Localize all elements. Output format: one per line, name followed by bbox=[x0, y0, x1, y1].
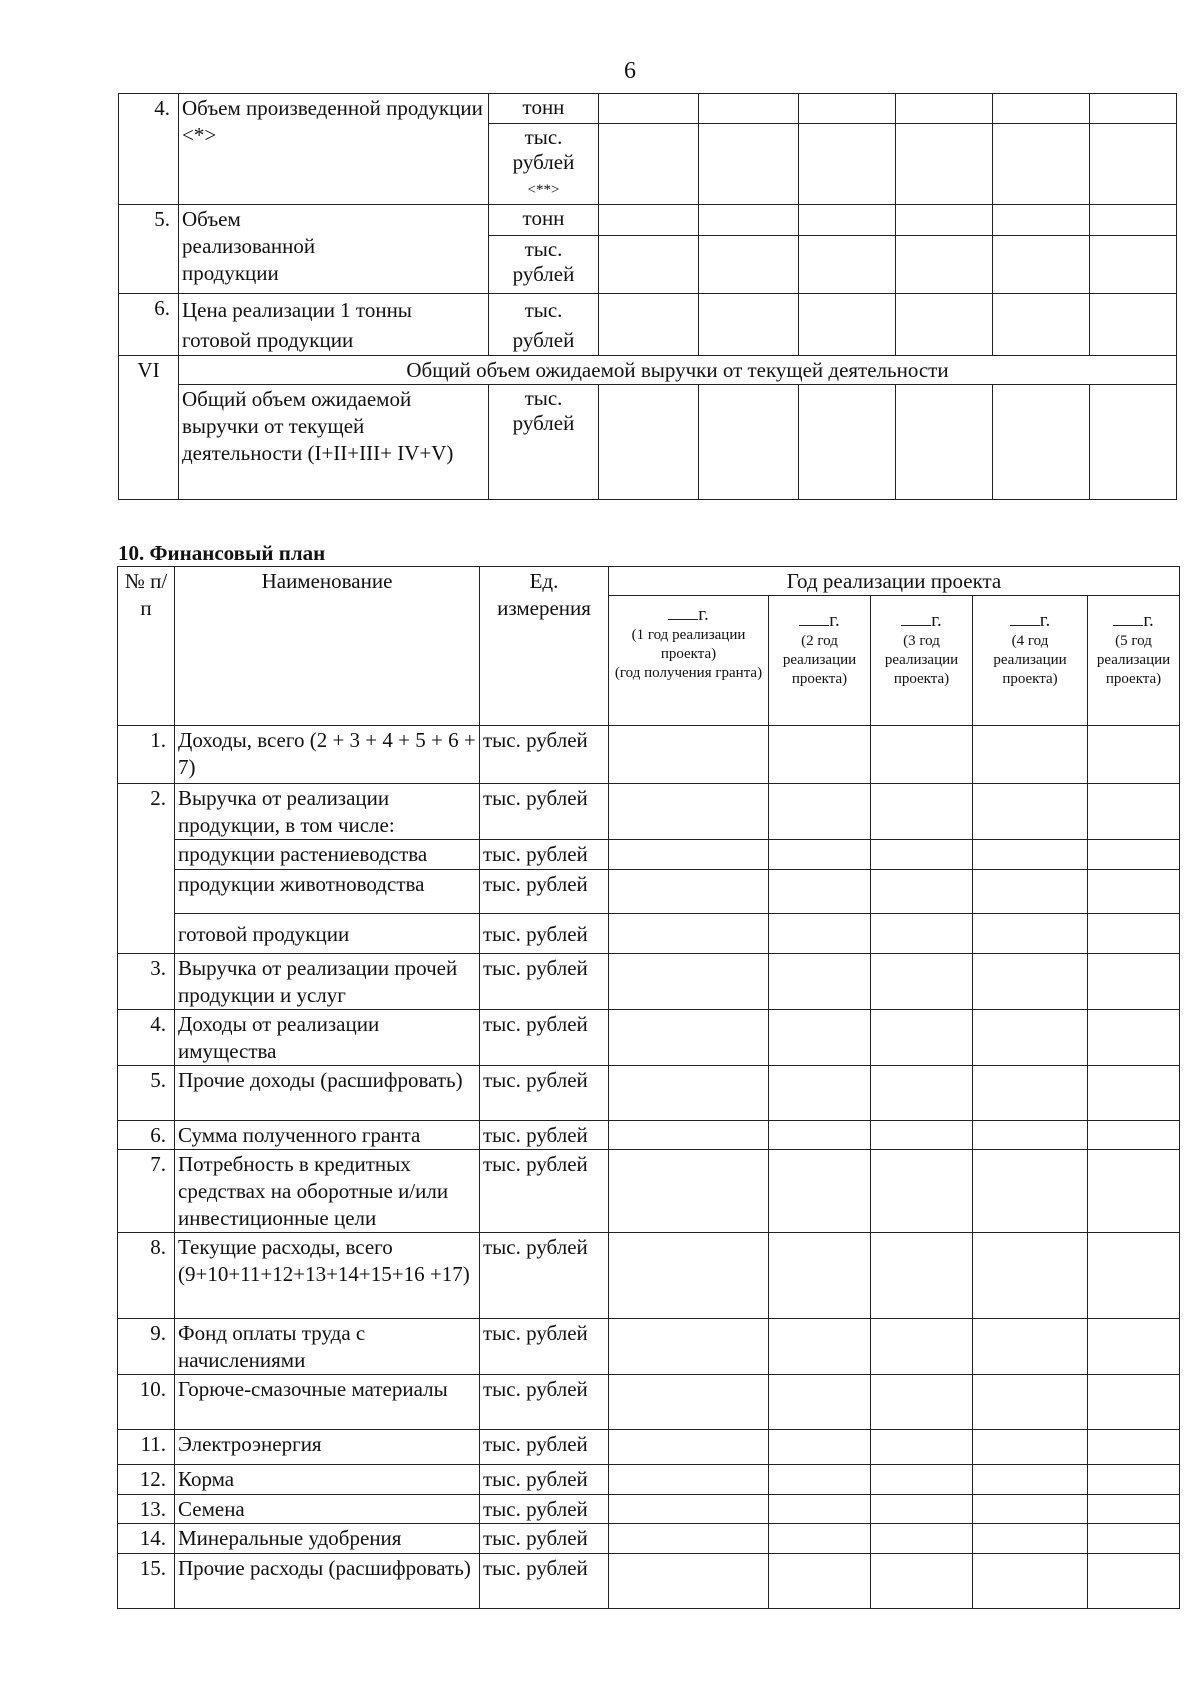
value-cell[interactable] bbox=[1090, 294, 1177, 356]
table-row bbox=[118, 1465, 1180, 1495]
value-cell[interactable] bbox=[599, 124, 699, 205]
value-cell[interactable] bbox=[993, 124, 1090, 205]
value-cell[interactable] bbox=[896, 294, 993, 356]
section-number: VI bbox=[119, 356, 179, 500]
value-cell[interactable] bbox=[599, 385, 699, 500]
unit-cell: тыс. рублей bbox=[480, 1150, 609, 1233]
table-row bbox=[118, 870, 1180, 914]
row-number: 9. bbox=[118, 1319, 175, 1375]
value-cell[interactable] bbox=[599, 294, 699, 356]
table-row bbox=[118, 784, 1180, 840]
value-cell[interactable] bbox=[973, 784, 1088, 840]
table-row bbox=[118, 1121, 1180, 1150]
unit-cell: тыс. рублей bbox=[480, 840, 609, 870]
value-cell[interactable] bbox=[1090, 236, 1177, 294]
year-label: (1 год реализации проекта) bbox=[631, 627, 746, 662]
value-cell[interactable] bbox=[769, 914, 871, 954]
value-cell[interactable] bbox=[871, 870, 973, 914]
section-heading: Общий объем ожидаемой выручки от текущей деятельности bbox=[179, 356, 1177, 385]
value-cell[interactable] bbox=[599, 205, 699, 236]
value-cell[interactable] bbox=[1088, 1465, 1180, 1495]
year-suffix: г. bbox=[829, 610, 840, 631]
value-cell[interactable] bbox=[973, 1495, 1088, 1524]
value-cell[interactable] bbox=[699, 294, 799, 356]
table-row bbox=[118, 840, 1180, 870]
value-cell[interactable] bbox=[609, 954, 769, 1010]
value-cell[interactable] bbox=[799, 205, 896, 236]
year-suffix: г. bbox=[1039, 610, 1051, 631]
value-cell[interactable] bbox=[609, 1465, 769, 1495]
row-number: 14. bbox=[118, 1524, 175, 1554]
value-cell[interactable] bbox=[1088, 1010, 1180, 1066]
unit-cell: тыс. рублей bbox=[480, 1524, 609, 1554]
year-header bbox=[871, 596, 973, 726]
value-cell[interactable] bbox=[973, 1066, 1088, 1121]
year-header bbox=[1088, 596, 1180, 726]
table-row bbox=[118, 1430, 1180, 1465]
year-blank-field[interactable] bbox=[799, 607, 829, 626]
row-name: продукции растениеводства bbox=[175, 840, 480, 870]
value-cell[interactable] bbox=[769, 1319, 871, 1375]
value-cell[interactable] bbox=[769, 1524, 871, 1554]
row-name: Прочие расходы (расшифровать) bbox=[175, 1554, 480, 1609]
value-cell[interactable] bbox=[973, 870, 1088, 914]
value-cell[interactable] bbox=[699, 94, 799, 124]
value-cell[interactable] bbox=[769, 1430, 871, 1465]
value-cell[interactable] bbox=[871, 1465, 973, 1495]
value-cell[interactable] bbox=[871, 954, 973, 1010]
section-title: 10. Финансовый план bbox=[118, 541, 326, 565]
value-cell[interactable] bbox=[609, 1010, 769, 1066]
production-table bbox=[118, 93, 1177, 500]
year-label: (2 год реализации проекта) bbox=[782, 633, 857, 687]
value-cell[interactable] bbox=[1088, 954, 1180, 1010]
unit-cell: тыс. рублей bbox=[480, 1319, 609, 1375]
unit-cell: тыс. рублей bbox=[489, 294, 599, 356]
value-cell[interactable] bbox=[599, 236, 699, 294]
unit-cell: тыс. рублей bbox=[480, 914, 609, 954]
value-cell[interactable] bbox=[871, 1066, 973, 1121]
unit-cell: тыс. рублей bbox=[480, 1430, 609, 1465]
value-cell[interactable] bbox=[973, 1524, 1088, 1554]
row-number: 3. bbox=[118, 954, 175, 1010]
unit-cell: тыс. рублей bbox=[480, 1375, 609, 1430]
table-row bbox=[118, 1233, 1180, 1319]
value-cell[interactable] bbox=[871, 1233, 973, 1319]
value-cell[interactable] bbox=[871, 1375, 973, 1430]
year-blank-field[interactable] bbox=[1010, 607, 1040, 626]
value-cell[interactable] bbox=[871, 1430, 973, 1465]
value-cell[interactable] bbox=[609, 1495, 769, 1524]
value-cell[interactable] bbox=[871, 914, 973, 954]
unit-cell: тыс. рублей bbox=[489, 236, 599, 294]
table-row bbox=[118, 726, 1180, 784]
value-cell[interactable] bbox=[1088, 1066, 1180, 1121]
unit-cell: тыс. рублей bbox=[480, 1121, 609, 1150]
year-suffix: г. bbox=[698, 604, 709, 625]
table-row bbox=[118, 1319, 1180, 1375]
value-cell[interactable] bbox=[1088, 870, 1180, 914]
unit-cell: тыс. рублей bbox=[480, 784, 609, 840]
value-cell[interactable] bbox=[609, 1430, 769, 1465]
row-name: Общий объем ожидаемой выручки от текущей деятельности (I+II+III+ IV+V) bbox=[179, 385, 489, 500]
value-cell[interactable] bbox=[871, 1121, 973, 1150]
value-cell[interactable] bbox=[609, 1233, 769, 1319]
value-cell[interactable] bbox=[769, 840, 871, 870]
year-header bbox=[973, 596, 1088, 726]
year-extra: (год получения гранта) bbox=[614, 665, 763, 681]
value-cell[interactable] bbox=[769, 1554, 871, 1609]
value-cell[interactable] bbox=[799, 124, 896, 205]
row-number: 10. bbox=[118, 1375, 175, 1430]
value-cell[interactable] bbox=[973, 840, 1088, 870]
year-label: (3 год реализации проекта) bbox=[884, 633, 959, 687]
unit-cell: тыс. рублей bbox=[480, 726, 609, 784]
value-cell[interactable] bbox=[609, 784, 769, 840]
row-name: Горюче-смазочные материалы bbox=[175, 1375, 480, 1430]
unit-cell: тыс. рублей bbox=[480, 1010, 609, 1066]
row-name: Текущие расходы, всего (9+10+11+12+13+14+15+16 +17) bbox=[175, 1233, 480, 1319]
value-cell[interactable] bbox=[769, 1233, 871, 1319]
value-cell[interactable] bbox=[769, 1495, 871, 1524]
value-cell[interactable] bbox=[1088, 1430, 1180, 1465]
value-cell[interactable] bbox=[699, 236, 799, 294]
value-cell[interactable] bbox=[609, 870, 769, 914]
value-cell[interactable] bbox=[993, 205, 1090, 236]
row-number: 4. bbox=[118, 1010, 175, 1066]
value-cell[interactable] bbox=[1090, 205, 1177, 236]
unit-cell: тыс. рублей bbox=[480, 1233, 609, 1319]
year-blank-field[interactable] bbox=[901, 607, 931, 626]
value-cell[interactable] bbox=[871, 1010, 973, 1066]
value-cell[interactable] bbox=[973, 1430, 1088, 1465]
value-cell[interactable] bbox=[769, 1066, 871, 1121]
value-cell[interactable] bbox=[1088, 840, 1180, 870]
value-cell[interactable] bbox=[973, 726, 1088, 784]
row-number: 1. bbox=[118, 726, 175, 784]
value-cell[interactable] bbox=[769, 1121, 871, 1150]
header-unit: Ед. измерения bbox=[480, 567, 609, 726]
value-cell[interactable] bbox=[699, 124, 799, 205]
row-name: Корма bbox=[175, 1465, 480, 1495]
value-cell[interactable] bbox=[1088, 1495, 1180, 1524]
value-cell[interactable] bbox=[993, 294, 1090, 356]
unit-note: <**> bbox=[527, 182, 560, 198]
table-row bbox=[118, 1375, 1180, 1430]
unit-cell: тонн bbox=[489, 205, 599, 236]
row-name: готовой продукции bbox=[175, 914, 480, 954]
row-name: Цена реализации 1 тонны готовой продукции bbox=[179, 294, 489, 356]
row-number: 6. bbox=[119, 294, 179, 356]
value-cell[interactable] bbox=[896, 205, 993, 236]
value-cell[interactable] bbox=[993, 94, 1090, 124]
unit-cell: тонн bbox=[489, 94, 599, 124]
row-number: 11. bbox=[118, 1430, 175, 1465]
value-cell[interactable] bbox=[1088, 1554, 1180, 1609]
table-row bbox=[118, 1150, 1180, 1233]
value-cell[interactable] bbox=[896, 236, 993, 294]
value-cell[interactable] bbox=[871, 1554, 973, 1609]
value-cell[interactable] bbox=[973, 1150, 1088, 1233]
table-row bbox=[118, 914, 1180, 954]
value-cell[interactable] bbox=[1088, 1375, 1180, 1430]
year-suffix: г. bbox=[931, 610, 942, 631]
value-cell[interactable] bbox=[609, 840, 769, 870]
value-cell[interactable] bbox=[871, 784, 973, 840]
value-cell[interactable] bbox=[871, 1150, 973, 1233]
year-label: (5 год реализации проекта) bbox=[1096, 633, 1171, 687]
value-cell[interactable] bbox=[871, 726, 973, 784]
row-name: Потребность в кредитных средствах на оборотные и/или инвестиционные цели bbox=[175, 1150, 480, 1233]
table-row bbox=[118, 1495, 1180, 1524]
row-name: Электроэнергия bbox=[175, 1430, 480, 1465]
row-name: Минеральные удобрения bbox=[175, 1524, 480, 1554]
row-number: 7. bbox=[118, 1150, 175, 1233]
value-cell[interactable] bbox=[1088, 1121, 1180, 1150]
row-number: 6. bbox=[118, 1121, 175, 1150]
value-cell[interactable] bbox=[769, 1375, 871, 1430]
value-cell[interactable] bbox=[769, 1465, 871, 1495]
row-name: Фонд оплаты труда с начислениями bbox=[175, 1319, 480, 1375]
value-cell[interactable] bbox=[973, 1121, 1088, 1150]
value-cell[interactable] bbox=[769, 784, 871, 840]
year-header bbox=[609, 596, 769, 726]
value-cell[interactable] bbox=[871, 1319, 973, 1375]
value-cell[interactable] bbox=[799, 385, 896, 500]
row-name: Выручка от реализации прочей продукции и услуг bbox=[175, 954, 480, 1010]
value-cell[interactable] bbox=[1088, 784, 1180, 840]
row-number: 2. bbox=[118, 784, 175, 954]
value-cell[interactable] bbox=[1088, 1233, 1180, 1319]
value-cell[interactable] bbox=[609, 1319, 769, 1375]
header-num: № п/п bbox=[118, 567, 175, 726]
value-cell[interactable] bbox=[973, 914, 1088, 954]
financial-plan-table bbox=[117, 566, 1180, 1609]
value-cell[interactable] bbox=[973, 1319, 1088, 1375]
row-name: Объем реализованной продукции bbox=[179, 205, 489, 294]
table-row bbox=[118, 954, 1180, 1010]
page-number: 6 bbox=[624, 58, 636, 84]
value-cell[interactable] bbox=[609, 726, 769, 784]
value-cell[interactable] bbox=[1090, 124, 1177, 205]
value-cell[interactable] bbox=[599, 94, 699, 124]
value-cell[interactable] bbox=[973, 1375, 1088, 1430]
value-cell[interactable] bbox=[993, 236, 1090, 294]
value-cell[interactable] bbox=[1088, 726, 1180, 784]
unit-cell: тыс. рублей bbox=[480, 1465, 609, 1495]
value-cell[interactable] bbox=[1088, 1524, 1180, 1554]
value-cell[interactable] bbox=[973, 1465, 1088, 1495]
year-label: (4 год реализации проекта) bbox=[993, 633, 1067, 687]
value-cell[interactable] bbox=[799, 94, 896, 124]
value-cell[interactable] bbox=[609, 914, 769, 954]
table-row bbox=[118, 1554, 1180, 1609]
value-cell[interactable] bbox=[609, 1375, 769, 1430]
table-row bbox=[118, 1066, 1180, 1121]
value-cell[interactable] bbox=[871, 840, 973, 870]
unit-cell: тыс. рублей bbox=[480, 1554, 609, 1609]
value-cell[interactable] bbox=[973, 954, 1088, 1010]
year-suffix: г. bbox=[1143, 610, 1154, 631]
row-name: Выручка от реализации продукции, в том числе: bbox=[175, 784, 480, 840]
table-row bbox=[118, 1524, 1180, 1554]
row-name: Сумма полученного гранта bbox=[175, 1121, 480, 1150]
row-number: 5. bbox=[118, 1066, 175, 1121]
unit-text: тыс. рублей bbox=[512, 125, 575, 174]
row-number: 12. bbox=[118, 1465, 175, 1495]
value-cell[interactable] bbox=[609, 1066, 769, 1121]
row-name: Прочие доходы (расшифровать) bbox=[175, 1066, 480, 1121]
row-number: 15. bbox=[118, 1554, 175, 1609]
row-name: Доходы от реализации имущества bbox=[175, 1010, 480, 1066]
row-name: продукции животноводства bbox=[175, 870, 480, 914]
value-cell[interactable] bbox=[973, 1554, 1088, 1609]
row-name: Семена bbox=[175, 1495, 480, 1524]
row-number: 4. bbox=[119, 94, 179, 205]
value-cell[interactable] bbox=[973, 1010, 1088, 1066]
value-cell[interactable] bbox=[769, 870, 871, 914]
value-cell[interactable] bbox=[896, 385, 993, 500]
unit-cell: тыс. рублей bbox=[480, 1066, 609, 1121]
value-cell[interactable] bbox=[1088, 1319, 1180, 1375]
value-cell[interactable] bbox=[1088, 1150, 1180, 1233]
value-cell[interactable] bbox=[609, 1121, 769, 1150]
value-cell[interactable] bbox=[769, 726, 871, 784]
unit-cell: тыс. рублей bbox=[480, 954, 609, 1010]
value-cell[interactable] bbox=[609, 1554, 769, 1609]
header-name: Наименование bbox=[175, 567, 480, 726]
year-blank-field[interactable] bbox=[1113, 607, 1143, 626]
value-cell[interactable] bbox=[871, 1524, 973, 1554]
financial-plan-body bbox=[118, 726, 1180, 1609]
unit-cell: тыс. рублей bbox=[489, 385, 599, 500]
value-cell[interactable] bbox=[609, 1524, 769, 1554]
value-cell[interactable] bbox=[769, 954, 871, 1010]
value-cell[interactable] bbox=[699, 385, 799, 500]
unit-cell bbox=[489, 124, 599, 205]
header-years-group: Год реализации проекта bbox=[609, 567, 1180, 596]
row-name: Доходы, всего (2 + 3 + 4 + 5 + 6 + 7) bbox=[175, 726, 480, 784]
value-cell[interactable] bbox=[699, 205, 799, 236]
unit-cell: тыс. рублей bbox=[480, 870, 609, 914]
value-cell[interactable] bbox=[769, 1150, 871, 1233]
year-blank-field[interactable] bbox=[668, 601, 698, 620]
value-cell[interactable] bbox=[1090, 94, 1177, 124]
unit-cell: тыс. рублей bbox=[480, 1495, 609, 1524]
row-number: 13. bbox=[118, 1495, 175, 1524]
year-header bbox=[769, 596, 871, 726]
value-cell[interactable] bbox=[1090, 385, 1177, 500]
value-cell[interactable] bbox=[896, 94, 993, 124]
value-cell[interactable] bbox=[993, 385, 1090, 500]
value-cell[interactable] bbox=[609, 1150, 769, 1233]
value-cell[interactable] bbox=[1088, 914, 1180, 954]
value-cell[interactable] bbox=[973, 1233, 1088, 1319]
value-cell[interactable] bbox=[769, 1010, 871, 1066]
row-number: 8. bbox=[118, 1233, 175, 1319]
value-cell[interactable] bbox=[799, 294, 896, 356]
value-cell[interactable] bbox=[871, 1495, 973, 1524]
table-row bbox=[118, 1010, 1180, 1066]
value-cell[interactable] bbox=[896, 124, 993, 205]
row-number: 5. bbox=[119, 205, 179, 294]
row-name: Объем произведенной продукции <*> bbox=[179, 94, 489, 205]
value-cell[interactable] bbox=[799, 236, 896, 294]
